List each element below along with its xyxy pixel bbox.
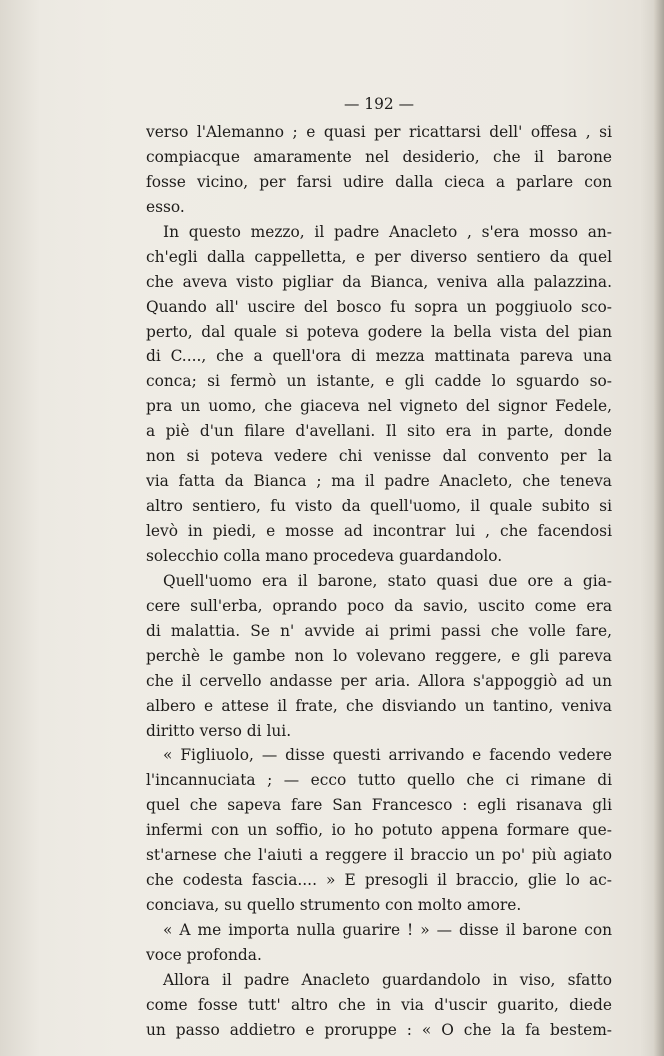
text-line: di C...., che a quell'ora di mezza mattinata pareva una [146, 347, 612, 366]
text-line: verso l'Alemanno ; e quasi per ricattarsi dell' offesa , si [146, 123, 612, 141]
text-line: conciava, su quello strumento con molto amore. [146, 896, 522, 915]
text-line: ch'egli dalla cappelletta, e per diverso sentiero da quel [146, 247, 612, 266]
text-line: levò in piedi, e mosse ad incontrar lui , che facendosi [146, 522, 612, 540]
text-line: che il cervello andasse per aria. Allora s'appoggiò ad un [146, 671, 612, 690]
text-line: che codesta fascia.... » E presogli il braccio, glie lo ac- [146, 871, 612, 890]
text-line: diritto verso di lui. [146, 721, 292, 740]
text-line: non si poteva vedere chi venisse dal convento per la [146, 447, 612, 466]
text-line: perto, dal quale si poteva godere la bella vista del pian [146, 322, 612, 341]
text-line: st'arnese che l'aiuti a reggere il braccio un po' più agiato [146, 846, 612, 865]
text-line: infermi con un soffio, io ho potuto appena formare que- [146, 821, 612, 840]
text-line: Allora il padre Anacleto guardandolo in viso, sfatto [163, 970, 612, 989]
text-line: cere sull'erba, oprando poco da savio, uscito come era [146, 596, 612, 615]
text-line: come fosse tutt' altro che in via d'uscir guarito, diede [146, 995, 612, 1014]
text-line: solecchio colla mano procedeva guardandolo. [146, 546, 503, 565]
text-line: esso. [146, 197, 185, 216]
page-spine-shadow [654, 0, 664, 1056]
text-line: albero e attese il frate, che disviando un tantino, veniva [146, 696, 612, 715]
text-line: Quando all' uscire del bosco fu sopra un poggiuolo sco- [146, 297, 612, 316]
text-line: voce profonda. [146, 945, 262, 964]
text-line: via fatta da Bianca ; ma il padre Anacleto, che teneva [146, 472, 612, 491]
text-line: perchè le gambe non lo volevano reggere, e gli pareva [146, 646, 612, 665]
text-line: « A me importa nulla guarire ! » — disse il barone con [163, 921, 612, 939]
text-line: In questo mezzo, il padre Anacleto , s'era mosso an- [163, 222, 612, 241]
text-line: compiacque amaramente nel desiderio, che il barone [146, 147, 612, 166]
text-block [146, 92, 612, 1043]
text-line: pra un uomo, che giaceva nel vigneto del signor Fedele, [146, 397, 612, 416]
text-line: altro sentiero, fu visto da quell'uomo, il quale subito si [146, 497, 612, 516]
text-line: fosse vicino, per farsi udire dalla cieca a parlare con [146, 172, 612, 191]
text-line: conca; si fermò un istante, e gli cadde lo sguardo so- [146, 372, 612, 391]
page-number: — 192 — [344, 95, 414, 113]
text-line: a piè d'un filare d'avellani. Il sito era in parte, donde [146, 422, 612, 441]
text-lines [146, 120, 612, 1043]
text-line: quel che sapeva fare San Francesco : egli risanava gli [146, 796, 612, 815]
text-line: un passo addietro e proruppe : « O che la fa bestem- [146, 1020, 612, 1039]
text-line: Quell'uomo era il barone, stato quasi due ore a gia- [163, 571, 612, 590]
text-line: l'incannuciata ; — ecco tutto quello che ci rimane di [146, 771, 612, 790]
text-line: « Figliuolo, — disse questi arrivando e facendo vedere [163, 746, 612, 765]
text-line: di malattia. Se n' avvide ai primi passi che volle fare, [146, 621, 612, 640]
text-line: che aveva visto pigliar da Bianca, veniva alla palazzina. [146, 272, 612, 291]
